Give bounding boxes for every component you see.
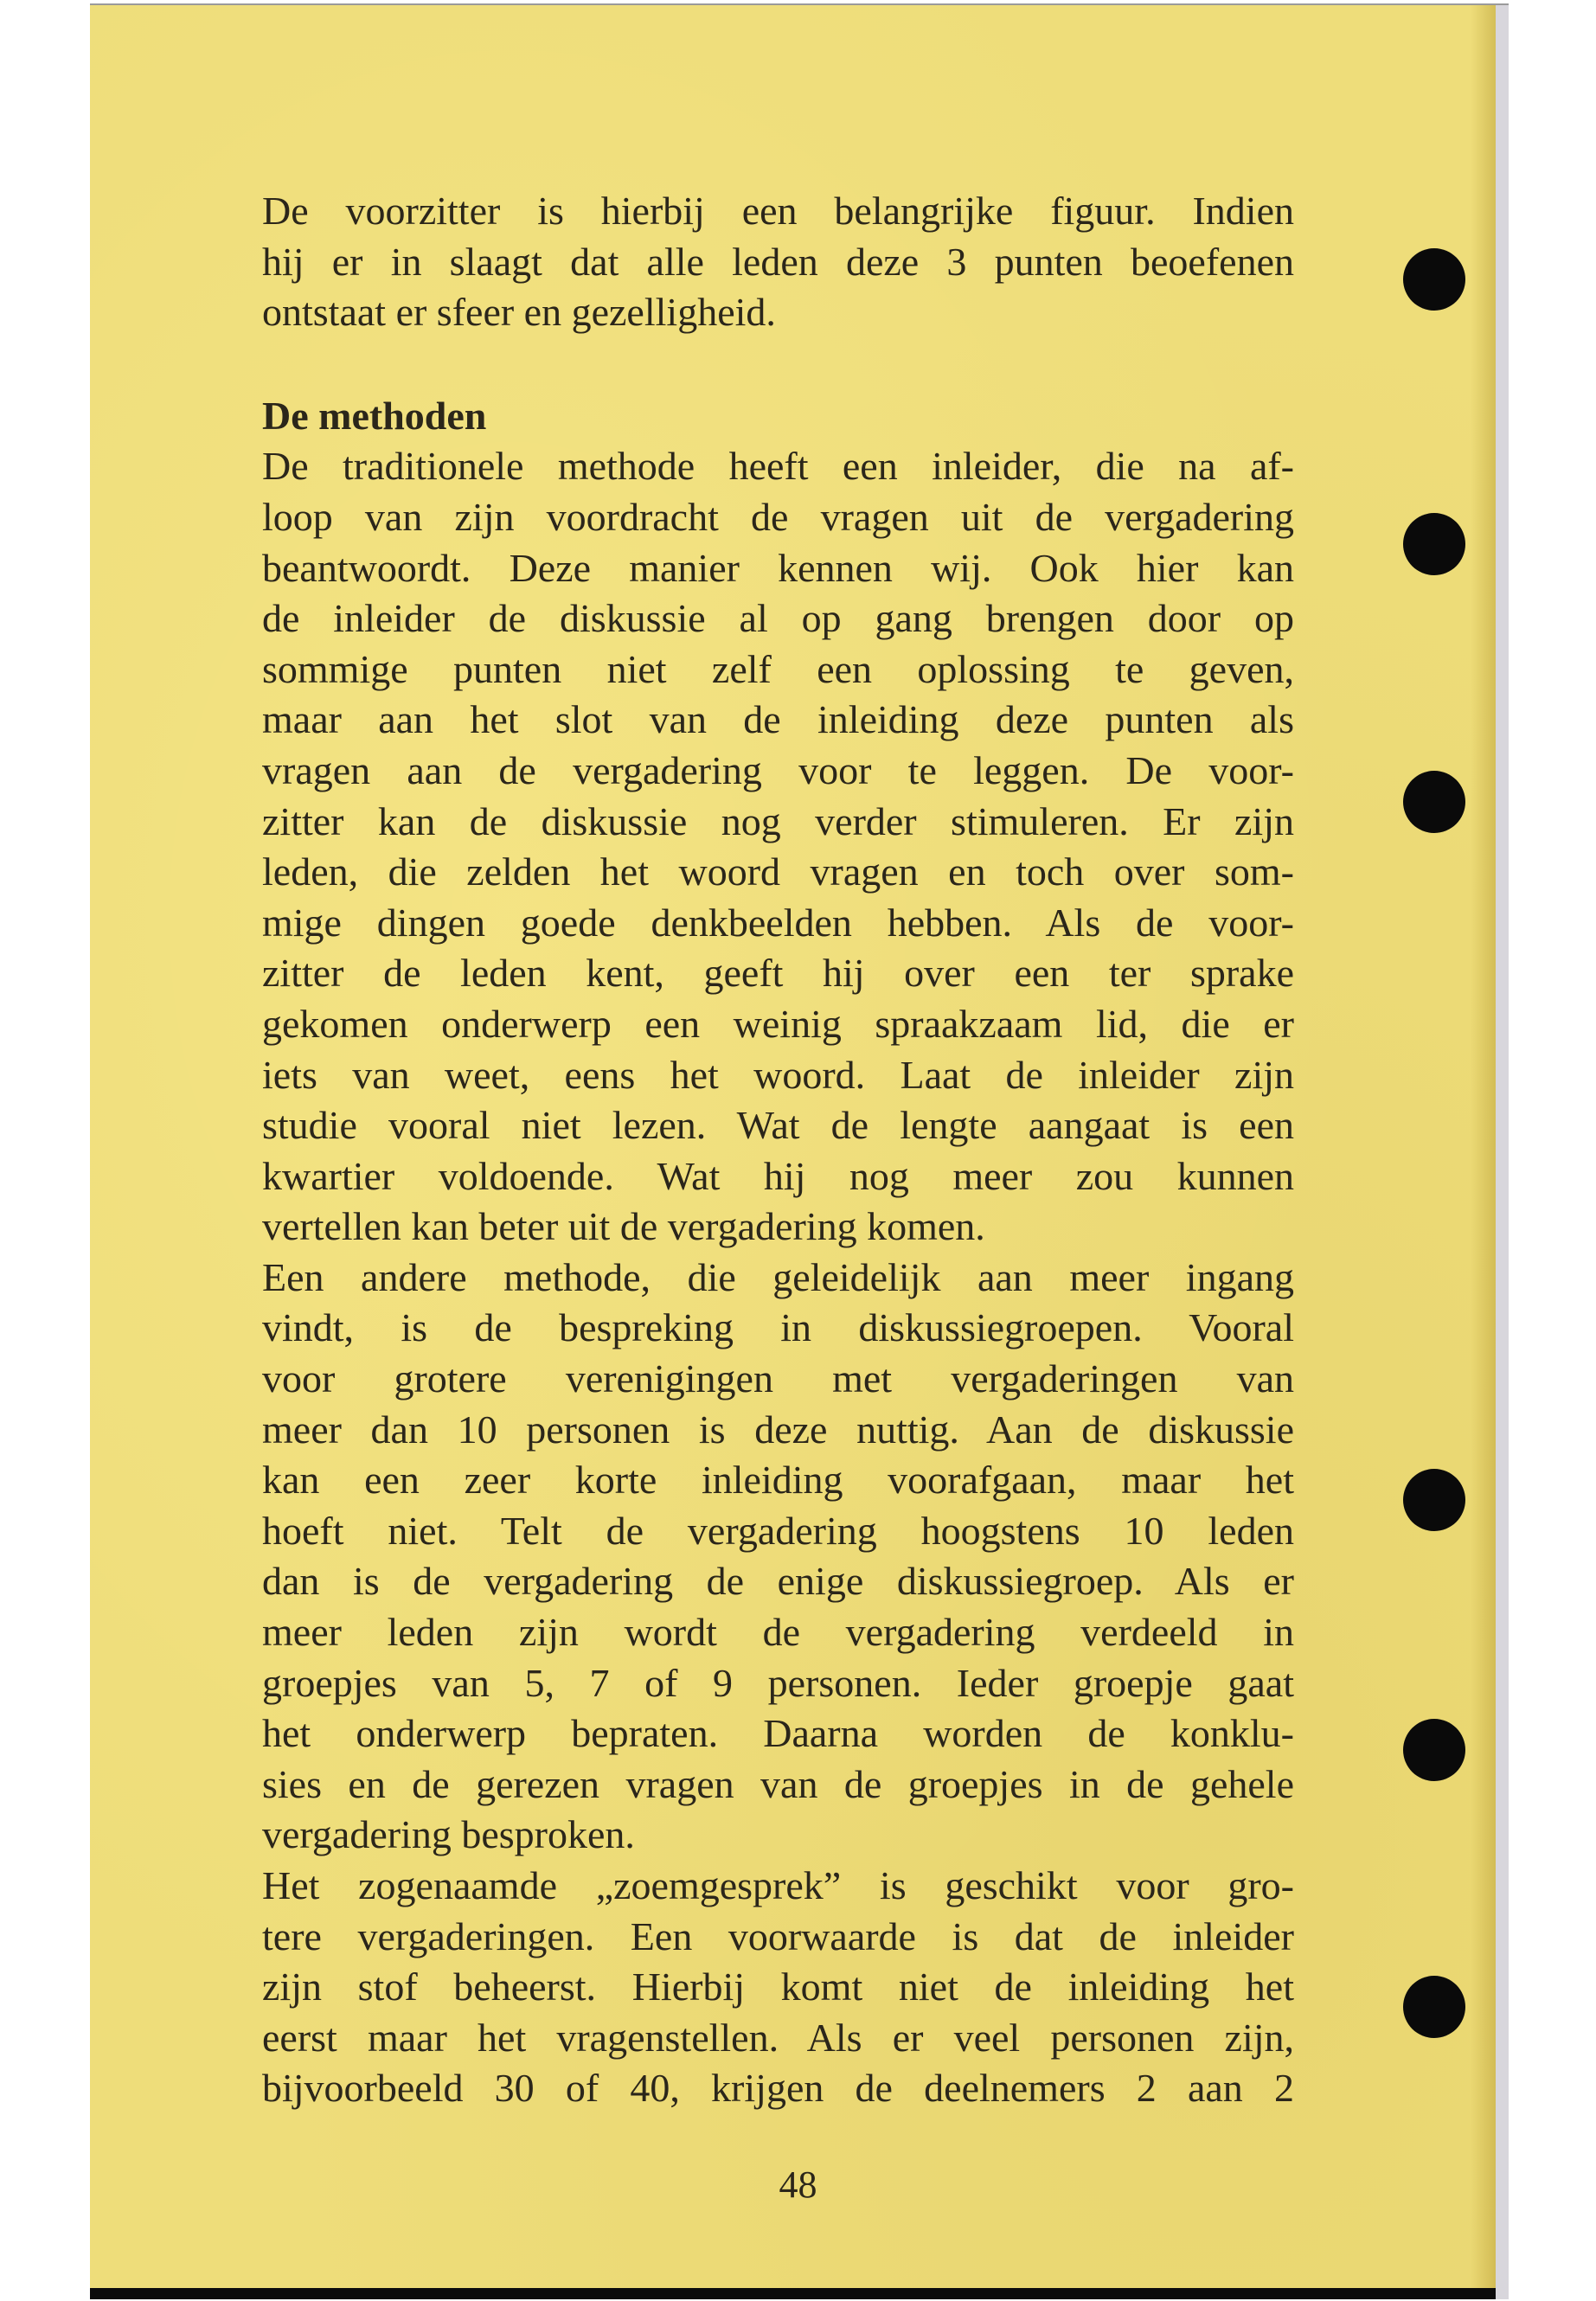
page-edge-shadow: [1471, 5, 1496, 2288]
text-line: voor grotere verenigingen met vergaderingen van: [262, 1356, 1294, 1401]
text-line: gekomen onderwerp een weinig spraakzaam lid, die er: [262, 1001, 1294, 1046]
text-line: Een andere methode, die geleidelijk aan meer ingang: [262, 1254, 1294, 1299]
text-line: vergadering besproken.: [262, 1812, 635, 1857]
section-heading: De methoden: [262, 393, 487, 438]
punch-hole-icon: [1403, 1469, 1465, 1531]
text-line: meer dan 10 personen is deze nuttig. Aan de diskussie: [262, 1407, 1294, 1452]
paragraph-discussion-groups: [262, 1253, 1294, 1861]
text-line: zijn stof beheerst. Hierbij komt niet de inleiding het: [262, 1965, 1294, 2009]
text-line: loop van zijn voordracht de vragen uit de vergadering: [262, 494, 1294, 539]
text-line: Het zogenaamde „zoemgesprek” is geschikt voor gro-: [262, 1863, 1294, 1907]
text-line: leden, die zelden het woord vragen en toch over som-: [262, 849, 1294, 894]
text-line: maar aan het slot van de inleiding deze punten als: [262, 697, 1294, 742]
punch-hole-icon: [1403, 248, 1465, 311]
text-line: mige dingen goede denkbeelden hebben. Als de voor-: [262, 900, 1294, 945]
body-text: [262, 186, 1294, 2114]
text-line: beantwoordt. Deze manier kennen wij. Ook hier kan: [262, 545, 1294, 590]
page-number: 48: [779, 2163, 817, 2206]
text-line: kwartier voldoende. Wat hij nog meer zou kunnen: [262, 1153, 1294, 1198]
text-line: vindt, is de bespreking in diskussiegroepen. Vooral: [262, 1305, 1294, 1350]
page-right-edge: [1496, 5, 1509, 2299]
text-line: sommige punten niet zelf een oplossing te geven,: [262, 646, 1294, 691]
text-line: iets van weet, eens het woord. Laat de inleider zijn: [262, 1052, 1294, 1097]
text-line: dan is de vergadering de enige diskussiegroep. Als er: [262, 1559, 1294, 1604]
punch-hole-icon: [1403, 1719, 1465, 1781]
text-line: hij er in slaagt dat alle leden deze 3 punten beoefenen: [262, 239, 1294, 284]
text-line: het onderwerp bepraten. Daarna worden de konklu-: [262, 1711, 1294, 1756]
text-line: ontstaat er sfeer en gezelligheid.: [262, 290, 776, 335]
paragraph-zoemgesprek: [262, 1861, 1294, 2114]
punch-hole-icon: [1403, 1976, 1465, 2038]
paragraph-intro: [262, 186, 1294, 338]
text-line: sies en de gerezen vragen van de groepjes in de gehele: [262, 1761, 1294, 1806]
text-line: De voorzitter is hierbij een belangrijke figuur. Indien: [262, 189, 1294, 233]
text-line: De traditionele methode heeft een inleider, die na af-: [262, 444, 1294, 489]
paragraph-traditional-method: [262, 441, 1294, 1253]
text-line: groepjes van 5, 7 of 9 personen. Ieder groepje gaat: [262, 1660, 1294, 1705]
punch-hole-icon: [1403, 771, 1465, 833]
text-line: tere vergaderingen. Een voorwaarde is dat de inleider: [262, 1913, 1294, 1958]
text-line: studie vooral niet lezen. Wat de lengte aangaat is een: [262, 1103, 1294, 1148]
text-line: zitter de leden kent, geeft hij over een ter sprake: [262, 951, 1294, 996]
punch-hole-icon: [1403, 513, 1465, 575]
text-line: hoeft niet. Telt de vergadering hoogstens 10 leden: [262, 1508, 1294, 1553]
page-bottom-edge: [90, 2288, 1496, 2299]
text-line: de inleider de diskussie al op gang brengen door op: [262, 596, 1294, 641]
text-line: bijvoorbeeld 30 of 40, krijgen de deelnemers 2 aan 2: [262, 2066, 1294, 2111]
text-line: vertellen kan beter uit de vergadering komen.: [262, 1204, 985, 1249]
text-line: vragen aan de vergadering voor te leggen. De voor-: [262, 747, 1294, 792]
text-line: eerst maar het vragenstellen. Als er veel personen zijn,: [262, 2015, 1294, 2060]
text-line: meer leden zijn wordt de vergadering verdeeld in: [262, 1610, 1294, 1655]
text-line: kan een zeer korte inleiding voorafgaan, maar het: [262, 1458, 1294, 1503]
text-line: zitter kan de diskussie nog verder stimuleren. Er zijn: [262, 798, 1294, 843]
